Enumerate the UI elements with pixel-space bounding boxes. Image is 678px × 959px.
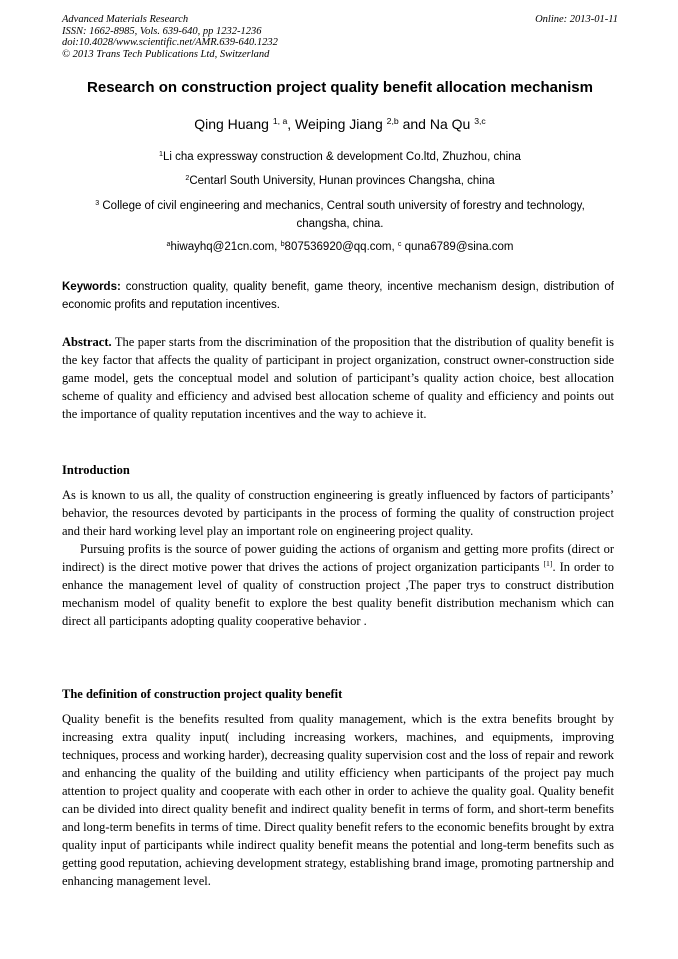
email-a[interactable]: hiwayhq@21cn.com, <box>170 241 281 253</box>
citation-ref[interactable]: [1] <box>543 559 553 569</box>
paper-title: Research on construction project quality benefit allocation mechanism <box>87 79 593 96</box>
doi-line: doi:10.4028/www.scientific.net/AMR.639-640.1232 <box>62 37 278 48</box>
affiliation-text: Centarl South University, Hunan provinces Changsha, china <box>189 175 495 187</box>
keywords <box>62 278 614 314</box>
email-c[interactable]: quna6789@sina.com <box>401 241 514 253</box>
affiliation-3 <box>62 197 618 233</box>
email-marker: b <box>280 239 285 248</box>
author-line <box>62 115 618 133</box>
affiliation-marker: 2 <box>185 173 190 182</box>
affiliation-2 <box>62 172 618 190</box>
affiliation-marker: 3 <box>95 198 100 207</box>
email-marker: a <box>166 239 171 248</box>
abstract-text: The paper starts from the discrimination of the proposition that the distribution of quality benefit is the key factor that affects the quality of participant in project organization, construct owner-construction side game model, gets the conceptual model and solution of participant’s quality action choice, best allocation scheme of quality and efficiency and advised best allocation scheme of quality and efficiency and points out the importance of quality reputation incentives and the way to achieve it. <box>62 335 614 421</box>
affiliation-1 <box>62 148 618 166</box>
intro-p2-text: Pursuing profits is the source of power guiding the actions of organism and getting more profits (direct or indirect) is the direct motive power that drives the actions of project organization participants <box>62 542 614 574</box>
journal-header <box>62 14 618 60</box>
online-date: Online: 2013-01-11 <box>535 14 618 25</box>
email-marker: c <box>397 239 402 248</box>
intro-p2-text: . In order to enhance the management level of quality of construction project ,The paper trys to construct distribution mechanism model of quality benefit to explore the best quality benefit distribution mechanism which can direct all participants adopting quality cooperative behavior . <box>62 560 614 628</box>
email-b[interactable]: 807536920@qq.com, <box>284 241 398 253</box>
introduction-heading: Introduction <box>62 463 130 477</box>
email-line <box>62 238 618 256</box>
author-separator: and Na Qu <box>398 116 475 132</box>
affiliation-text: College of civil engineering and mechanics, Central south university of forestry and technology, changsha, china. <box>99 200 585 230</box>
intro-paragraph-1: As is known to us all, the quality of construction engineering is greatly influenced by factors of participants’ behavior, the resources devoted by participants in the process of forming the quality of construction project and their hard working level play an important role on engineering project quality. <box>62 488 614 538</box>
keywords-text: construction quality, quality benefit, game theory, incentive mechanism design, distribution of economic profits and reputation incentives. <box>62 281 614 311</box>
author-1: Qing Huang <box>194 116 273 132</box>
keywords-label: Keywords: <box>62 281 121 293</box>
author-separator: , Weiping Jiang <box>287 116 387 132</box>
definition-paragraph: Quality benefit is the benefits resulted from quality management, which is the extra benefits brought by increasing extra quality input( including increasing workers, machines, and equipments, improving techniques, process and working harder), decreasing quality supervision cost and the loss of repair and rework and enhancing the quality of the building and utility efficiency when participants of the project pay much attention to project quality and cooperate with each other in order to achieve the quality goal. Quality benefit can be divided into direct quality benefit and indirect quality benefit in terms of form, and short-term benefits and long-term benefits in terms of time. Direct quality benefit refers to the economic benefits brought by extra quality input of participants while indirect quality benefit means the potential and long-term benefits such as getting good reputation, achieving development strategy, establishing brand image, promoting partnership and enhancing management level. <box>62 712 614 888</box>
author-3-affil: 3,c <box>474 115 486 126</box>
affiliation-text: Li cha expressway construction & development Co.ltd, Zhuzhou, china <box>162 151 521 163</box>
issn-line: ISSN: 1662-8985, Vols. 639-640, pp 1232-1236 <box>62 25 262 37</box>
author-1-affil: 1, a <box>272 115 288 126</box>
journal-name: Advanced Materials Research <box>62 14 189 25</box>
affiliation-marker: 1 <box>159 149 163 158</box>
copyright-line: © 2013 Trans Tech Publications Ltd, Switzerland <box>62 48 270 60</box>
abstract <box>62 333 614 423</box>
definition-heading: The definition of construction project quality benefit <box>62 687 343 701</box>
introduction-section <box>62 486 614 630</box>
author-2-affil: 2,b <box>386 115 399 126</box>
abstract-label: Abstract. <box>62 335 112 349</box>
intro-paragraph-2 <box>62 540 614 630</box>
